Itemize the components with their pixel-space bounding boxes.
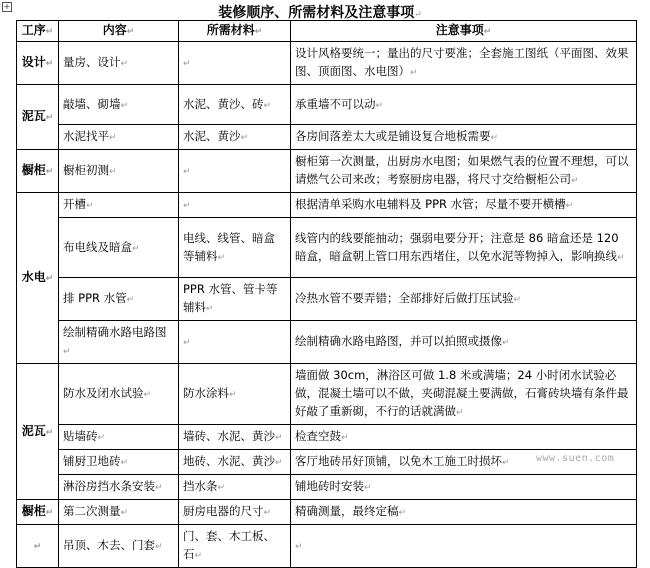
table-row: [17, 193, 637, 218]
category-cell: 泥瓦↵: [17, 85, 59, 150]
watermark: www.suen.com: [536, 453, 615, 464]
paragraph-mark-icon: ↵: [571, 176, 579, 186]
notes-cell: 承重墙不可以动↵: [291, 85, 637, 125]
paragraph-mark-icon: ↵: [217, 252, 226, 263]
paragraph-mark-icon: ↵: [483, 27, 492, 37]
table-row: [17, 218, 637, 278]
content-cell: 铺厨卫地砖↵: [59, 450, 179, 475]
paragraph-mark-icon: ↵: [183, 338, 191, 348]
content-cell: 吊顶、木去、门套↵: [59, 525, 179, 568]
paragraph-mark-icon: ↵: [143, 390, 152, 400]
paragraph-mark-icon: ↵: [295, 542, 303, 552]
paragraph-mark-icon: ↵: [513, 295, 522, 305]
paragraph-mark-icon: ↵: [263, 508, 272, 518]
materials-cell: [179, 42, 291, 85]
category-cell: 设计↵: [17, 42, 59, 85]
paragraph-mark-icon: ↵: [194, 551, 203, 561]
header-notes: 注意事项↵: [291, 21, 637, 42]
content-cell: 防水及闭水试验↵: [59, 364, 179, 425]
table-row: [17, 425, 637, 450]
paragraph-mark-icon: ↵: [456, 408, 464, 418]
paragraph-mark-icon: ↵: [45, 27, 54, 37]
table-row: [17, 364, 637, 425]
table-row: [17, 321, 637, 364]
table-row: [17, 150, 637, 193]
paragraph-mark-icon: ↵: [45, 167, 54, 177]
paragraph-mark-icon: ↵: [183, 201, 191, 211]
category-cell: 水电↵: [17, 193, 59, 364]
paragraph-mark-icon: ↵: [206, 304, 214, 314]
notes-cell: 墙面做 30cm，淋浴区可做 1.8 米或满墙；24 小时闭水试验必做，混凝土墙可以不做，夹砌混凝土要满做，石膏砖块墙有条件最好敲了重新砌，不行的话就满做↵: [291, 364, 637, 425]
notes-cell: 客厅地砖吊好顶铺，以免木工施工时损坏↵: [291, 450, 637, 475]
table-row: [17, 525, 637, 568]
materials-cell: 水泥、黄沙↵: [179, 125, 291, 150]
paragraph-mark-icon: ↵: [229, 390, 237, 400]
header-row: [17, 21, 637, 42]
table-row: [17, 278, 637, 321]
materials-cell: 电线、线管、暗盒等辅料↵: [179, 218, 291, 278]
materials-cell: 挡水条↵: [179, 475, 291, 500]
paragraph-mark-icon: ↵: [398, 508, 407, 518]
paragraph-mark-icon: ↵: [120, 100, 129, 111]
materials-cell: [179, 193, 291, 218]
table-row: [17, 475, 637, 500]
paragraph-mark-icon: ↵: [263, 100, 272, 111]
paragraph-mark-icon: ↵: [502, 338, 510, 348]
paragraph-mark-icon: ↵: [240, 133, 249, 143]
category-cell: 泥瓦↵: [17, 364, 59, 500]
notes-cell: 铺地砖时安装↵: [291, 475, 637, 500]
notes-cell: 检查空鼓↵: [291, 425, 637, 450]
paragraph-mark-icon: ↵: [275, 458, 283, 468]
content-cell: 绘制精确水路电路图↵: [59, 321, 179, 364]
header-process: 工序↵: [17, 21, 59, 42]
paragraph-mark-icon: ↵: [364, 483, 372, 493]
paragraph-mark-icon: ↵: [126, 295, 135, 305]
category-cell: 橱柜↵: [17, 150, 59, 193]
table-row: [17, 125, 637, 150]
content-cell: 量房、设计↵: [59, 42, 179, 85]
paragraph-mark-icon: ↵: [341, 433, 349, 443]
notes-cell: 橱柜第一次测量，出厨房水电图；如果燃气表的位置不理想，可以请燃气公司来改；考察厨房电器，将尺寸交给橱柜公司↵: [291, 150, 637, 193]
materials-cell: [179, 150, 291, 193]
paragraph-mark-icon: ↵: [45, 274, 54, 284]
content-cell: 淋浴房挡水条安装↵: [59, 475, 179, 500]
content-cell: 开槽↵: [59, 193, 179, 218]
materials-cell: 墙砖、水泥、黄沙↵: [179, 425, 291, 450]
notes-cell: 冷热水管不要弄错；全部排好后做打压试验↵: [291, 278, 637, 321]
notes-cell: 精确测量，最终定稿↵: [291, 500, 637, 525]
notes-cell: [291, 525, 637, 568]
paragraph-mark-icon: ↵: [502, 458, 510, 468]
renovation-table: [16, 20, 637, 568]
content-cell: 橱柜初测↵: [59, 150, 179, 193]
paragraph-mark-icon: ↵: [120, 458, 129, 468]
paragraph-mark-icon: ↵: [183, 167, 191, 177]
title-text: 装修顺序、所需材料及注意事项: [218, 5, 415, 21]
table-row: [17, 85, 637, 125]
notes-cell: 设计风格要统一；量出的尺寸要准；全套施工图纸（平面图、效果图、顶面图、水电图）↵: [291, 42, 637, 85]
paragraph-mark-icon: ↵: [45, 59, 54, 69]
paragraph-mark-icon: ↵: [155, 542, 163, 552]
paragraph-mark-icon: ↵: [490, 133, 499, 143]
content-cell: 第二次测量↵: [59, 500, 179, 525]
paragraph-mark-icon: ↵: [132, 243, 140, 254]
header-content: 内容↵: [59, 21, 179, 42]
header-materials: 所需材料↵: [179, 21, 291, 42]
content-cell: 敲墙、砌墙↵: [59, 85, 179, 125]
table-anchor-icon[interactable]: +: [3, 2, 11, 11]
paragraph-mark-icon: ↵: [410, 68, 418, 78]
paragraph-mark-icon: ↵: [617, 252, 625, 263]
paragraph-mark-icon: ↵: [109, 133, 117, 143]
notes-cell: 绘制精确水路电路图，并可以拍照或摄像↵: [291, 321, 637, 364]
paragraph-mark-icon: ↵: [414, 10, 422, 20]
materials-cell: PPR 水管、管卡等辅料↵: [179, 278, 291, 321]
paragraph-mark-icon: ↵: [275, 433, 283, 443]
paragraph-mark-icon: ↵: [33, 542, 42, 552]
paragraph-mark-icon: ↵: [183, 59, 191, 69]
content-cell: 排 PPR 水管↵: [59, 278, 179, 321]
content-cell: 贴墙砖↵: [59, 425, 179, 450]
category-cell: 橱柜↵: [17, 500, 59, 525]
paragraph-mark-icon: ↵: [254, 27, 263, 37]
paragraph-mark-icon: ↵: [120, 508, 129, 518]
notes-cell: 线管内的线要能抽动；强弱电要分开；注意是 86 暗盒还是 120 暗盒，暗盒朝上管口用东西堵住，以免水泥等物掉入，影响换线↵: [291, 218, 637, 278]
paragraph-mark-icon: ↵: [45, 508, 54, 518]
paragraph-mark-icon: ↵: [565, 201, 574, 211]
paragraph-mark-icon: ↵: [45, 113, 54, 123]
paragraph-mark-icon: ↵: [63, 347, 71, 357]
materials-cell: 防水涂料↵: [179, 364, 291, 425]
table-row: [17, 500, 637, 525]
paragraph-mark-icon: ↵: [120, 59, 129, 69]
materials-cell: [179, 321, 291, 364]
paragraph-mark-icon: ↵: [45, 427, 54, 438]
notes-cell: 根据清单采购水电辅料及 PPR 水管；尽量不要开横槽↵: [291, 193, 637, 218]
paragraph-mark-icon: ↵: [109, 167, 117, 177]
paragraph-mark-icon: ↵: [126, 27, 135, 37]
paragraph-mark-icon: ↵: [86, 201, 94, 211]
paragraph-mark-icon: ↵: [97, 433, 106, 443]
materials-cell: 门、套、木工板、石↵: [179, 525, 291, 568]
table-row: [17, 42, 637, 85]
paragraph-mark-icon: ↵: [155, 483, 163, 493]
category-cell: [17, 525, 59, 568]
notes-cell: 各房间落差太大或是铺设复合地板需要↵: [291, 125, 637, 150]
page-title: [0, 2, 640, 22]
materials-cell: 地砖、水泥、黄沙↵: [179, 450, 291, 475]
paragraph-mark-icon: ↵: [375, 100, 384, 111]
content-cell: 布电线及暗盒↵: [59, 218, 179, 278]
content-cell: 水泥找平↵: [59, 125, 179, 150]
materials-cell: 水泥、黄沙、砖↵: [179, 85, 291, 125]
materials-cell: 厨房电器的尺寸↵: [179, 500, 291, 525]
paragraph-mark-icon: ↵: [217, 483, 226, 493]
